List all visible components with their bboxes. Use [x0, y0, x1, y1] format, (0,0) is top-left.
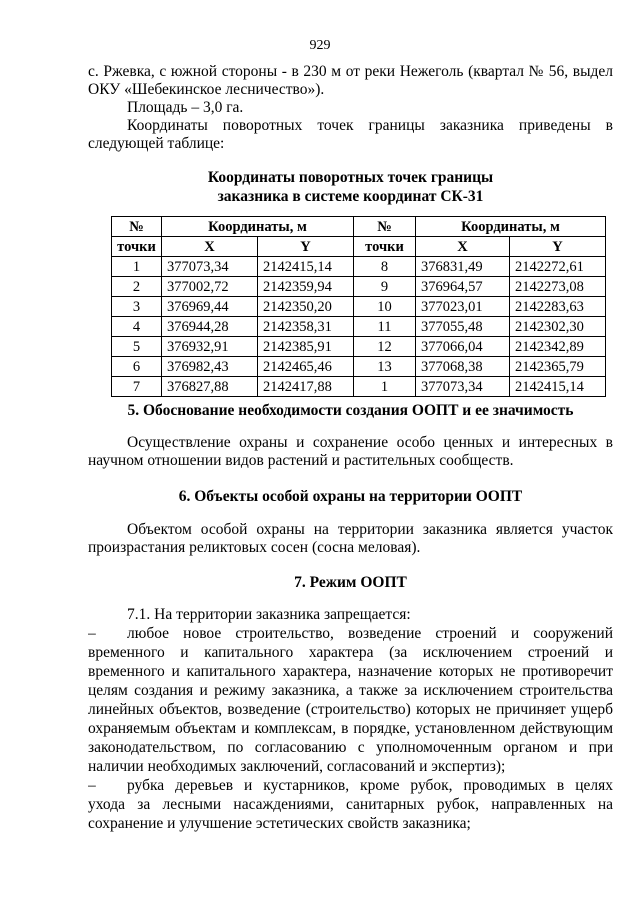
section-5-text-1: Осуществление охраны и сохранение особо ценных и интересных в — [127, 434, 613, 451]
header-y-2: Y — [510, 237, 606, 257]
cell-y2: 2142272,61 — [510, 257, 606, 277]
header-x-2: X — [416, 237, 510, 257]
cell-x1: 376932,91 — [162, 337, 258, 357]
table-title-line-1: Координаты поворотных точек границы — [207, 169, 494, 186]
cell-n1: 5 — [112, 337, 162, 357]
bullet-1-line-6: охраняемым объектам и комплексам, в порядке, установленном действующим — [88, 720, 613, 737]
table-row — [112, 277, 606, 297]
header-coordinates: Координаты, м — [162, 217, 354, 237]
header-y: Y — [258, 237, 354, 257]
cell-x2: 377055,48 — [416, 317, 510, 337]
coords-intro-line-2: следующей таблице: — [88, 135, 225, 152]
section-6-heading: 6. Объекты особой охраны на территории ООПТ — [178, 488, 523, 505]
cell-x2: 377073,34 — [416, 377, 510, 397]
cell-n2: 1 — [354, 377, 416, 397]
cell-y1: 2142465,46 — [258, 357, 354, 377]
cell-x2: 376964,57 — [416, 277, 510, 297]
cell-x1: 376982,43 — [162, 357, 258, 377]
section-5-text-2: научном отношении видов растений и растительных сообществ. — [88, 452, 514, 469]
cell-x1: 377073,34 — [162, 257, 258, 277]
cell-n2: 12 — [354, 337, 416, 357]
cell-y2: 2142342,89 — [510, 337, 606, 357]
cell-y2: 2142283,63 — [510, 297, 606, 317]
cell-n2: 13 — [354, 357, 416, 377]
cell-y1: 2142359,94 — [258, 277, 354, 297]
cell-y1: 2142417,88 — [258, 377, 354, 397]
cell-n1: 7 — [112, 377, 162, 397]
section-6-text-1: Объектом особой охраны на территории заказника является участок — [127, 521, 613, 538]
cell-n1: 1 — [112, 257, 162, 277]
cell-x1: 376944,28 — [162, 317, 258, 337]
cell-x1: 376827,88 — [162, 377, 258, 397]
cell-n1: 2 — [112, 277, 162, 297]
section-7-heading: 7. Режим ООПТ — [294, 574, 407, 591]
cell-y2: 2142302,30 — [510, 317, 606, 337]
table-row — [112, 377, 606, 397]
bullet-1-line-5: линейных объектов, возведение (строительство) которых не причиняет ущерб — [88, 701, 613, 718]
cell-n2: 11 — [354, 317, 416, 337]
cell-x2: 376831,49 — [416, 257, 510, 277]
cell-n1: 6 — [112, 357, 162, 377]
cell-x2: 377023,01 — [416, 297, 510, 317]
bullet-1-line-1: – любое новое строительство, возведение строений и сооружений — [88, 625, 613, 642]
header-x: X — [162, 237, 258, 257]
bullet-1-line-3: временного и капитального характера, назначение которых не противоречит — [88, 663, 613, 680]
table-row — [112, 297, 606, 317]
cell-n1: 3 — [112, 297, 162, 317]
dash-1: – — [88, 625, 96, 642]
dash-2: – — [88, 777, 96, 794]
cell-y1: 2142385,91 — [258, 337, 354, 357]
cell-n2: 8 — [354, 257, 416, 277]
table-row — [112, 337, 606, 357]
section-7-sub: 7.1. На территории заказника запрещается: — [127, 606, 411, 623]
header-coordinates-2: Координаты, м — [416, 217, 606, 237]
table-row — [112, 317, 606, 337]
table-title-line-2: заказника в системе координат СК-31 — [217, 188, 484, 205]
cell-n1: 4 — [112, 317, 162, 337]
page-number: 929 — [309, 38, 331, 53]
cell-y1: 2142358,31 — [258, 317, 354, 337]
cell-y1: 2142415,14 — [258, 257, 354, 277]
section-6-text-2: произрастания реликтовых сосен (сосна меловая). — [88, 539, 421, 556]
bullet-1-line-8: наличии необходимых заключений, согласований и экспертиз); — [88, 758, 506, 775]
table-row — [112, 257, 606, 277]
cell-x2: 377066,04 — [416, 337, 510, 357]
coordinates-table — [111, 216, 606, 397]
cell-n2: 9 — [354, 277, 416, 297]
intro-line-2: ОКУ «Шебекинское лесничество»). — [88, 81, 325, 98]
header-point-number-2: № — [354, 217, 416, 237]
bullet-1-line-4: целям создания и режиму заказника, а также за исключением строительства — [88, 682, 613, 699]
bullet-2-line-1: – рубка деревьев и кустарников, кроме рубок, проводимых в целях — [88, 777, 613, 794]
coords-intro-line-1: Координаты поворотных точек границы заказника приведены в — [127, 117, 613, 134]
bullet-1-line-2: временного и капитального характера (за исключением строений и — [88, 644, 613, 661]
area-text: Площадь – 3,0 га. — [127, 99, 244, 116]
header-point-number: № — [112, 217, 162, 237]
cell-y1: 2142350,20 — [258, 297, 354, 317]
section-5-heading: 5. Обоснование необходимости создания ООПТ и ее значимость — [127, 402, 574, 419]
cell-x2: 377068,38 — [416, 357, 510, 377]
header-point-label: точки — [112, 237, 162, 257]
header-point-label-2: точки — [354, 237, 416, 257]
cell-y2: 2142365,79 — [510, 357, 606, 377]
bullet-2-line-3: сохранение и улучшение эстетических свойств заказника; — [88, 815, 471, 832]
cell-y2: 2142415,14 — [510, 377, 606, 397]
cell-x1: 377002,72 — [162, 277, 258, 297]
cell-y2: 2142273,08 — [510, 277, 606, 297]
intro-line-1: с. Ржевка, с южной стороны - в 230 м от реки Нежеголь (квартал № 56, выдел — [88, 63, 613, 80]
cell-x1: 376969,44 — [162, 297, 258, 317]
cell-n2: 10 — [354, 297, 416, 317]
bullet-1-line-7: законодательством, по согласованию с уполномоченным органом и при — [88, 739, 613, 756]
table-row — [112, 357, 606, 377]
bullet-2-line-2: ухода за лесными насаждениями, санитарных рубок, направленных на — [88, 796, 613, 813]
